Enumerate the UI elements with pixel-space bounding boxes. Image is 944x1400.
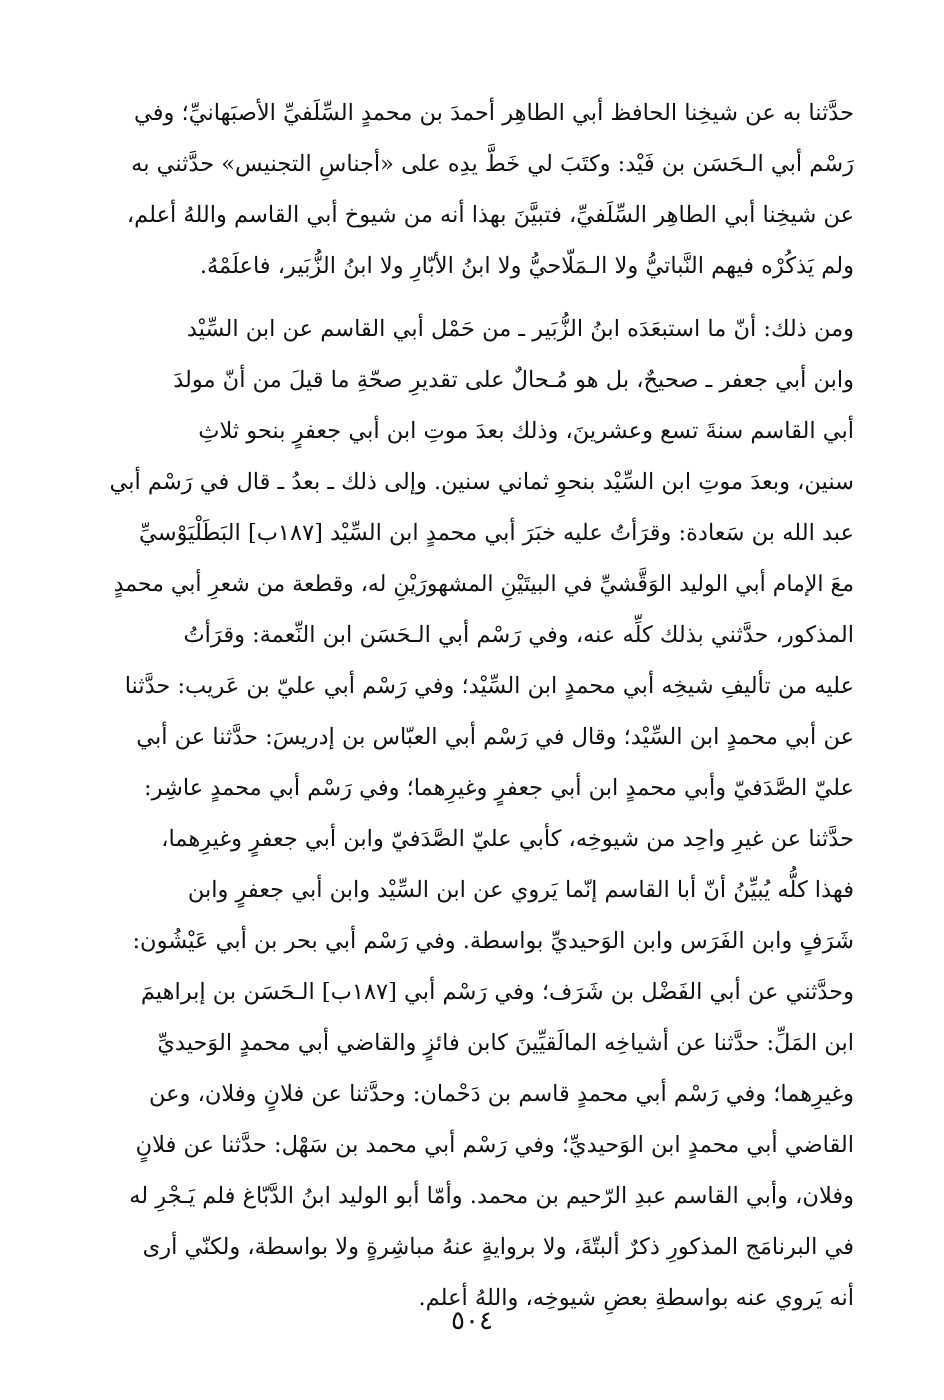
- text-line: عليه من تأليفِ شيخِه أبي محمدٍ ابن السِّيْد؛ وفي رَسْم أبي عليّ بن عَريب: حدَّثنا: [124, 673, 854, 699]
- text-line: وفلان، وأبي القاسم عبدِ الرّحيم بن محمد. وأمّا أبو الوليد ابنُ الدَّبّاغ فلم يَـجْرِ له: [129, 1183, 854, 1209]
- text-line: شَرَفٍ وابن الفَرَس وابن الوَحيديِّ بواسطة. وفي رَسْم أبي بحر بن أبي عَيْشُون:: [132, 928, 854, 954]
- text-line: في البرنامَج المذكورِ ذكرٌ ألبتّةَ، ولا بروايةٍ عنهُ مباشِرةٍ ولا بواسطة، ولكنّي أرى: [142, 1234, 854, 1260]
- paragraph-gap: [108, 292, 854, 304]
- text-line: ومن ذلك: أنّ ما استبعَدَه ابنُ الزُّبَير ـ من حَمْل أبي القاسم عن ابن السِّيْد: [186, 316, 854, 342]
- page-number: ٥٠٤: [451, 1306, 493, 1336]
- text-line: عن أبي محمدٍ ابن السِّيْد؛ وقال في رَسْم أبي العبّاس بن إدريسَ: حدَّثنا عن أبي: [136, 724, 854, 750]
- text-line: فهذا كلُّه يُبيِّنُ أنّ أبا القاسم إنّما يَروي عن ابن السِّيْد وابن أبي جعفرٍ وابن: [187, 877, 854, 903]
- text-line: وحدَّثني عن أبي الفَضْل بن شَرَف؛ وفي رَسْم أبي [١٨٧ب] الـحَسَن بن إبراهيمَ: [140, 979, 854, 1005]
- text-line: أبي القاسم سنةَ تسع وعشرينَ، وذلك بعدَ موتِ ابن أبي جعفرٍ بنحو ثلاثِ: [198, 418, 854, 444]
- text-line: رَسْم أبي الـحَسَن بن فَيْد: وكتَبَ لي خَطَّ يدِه على «أجناسِ التجنيس» حدَّثني به: [131, 151, 854, 177]
- text-line: عليّ الصَّدَفيّ وأبي محمدٍ ابن أبي جعفرٍ وغيرِهما؛ وفي رَسْم أبي محمدٍ عاشِر:: [144, 775, 854, 801]
- paragraph-1: [108, 88, 854, 292]
- text-line: وابن أبي جعفر ـ صحيحٌ، بل هو مُـحالٌ على تقديرِ صحّةِ ما قيلَ من أنّ مولدَ: [173, 367, 854, 393]
- text-line: ابن المَلِّ: حدَّثنا عن أشياخِه المالَقيِّينَ كابن فائزٍ والقاضي أبي محمدٍ الوَحيديِّ: [157, 1030, 854, 1056]
- paragraph-2: [108, 304, 854, 1324]
- text-line: عن شيخِنا أبي الطاهِر السِّلَفيِّ، فتبيَّنَ بهذا أنه من شيوخ أبي القاسم واللهُ أعلم،: [126, 202, 854, 228]
- text-line: ولم يَذكُرْه فيهم النَّباتيُّ ولا الـمَلّاحيُّ ولا ابنُ الأبّارِ ولا ابنُ الزُّبَير، فاعلَمْهُ.: [199, 253, 854, 279]
- text-line: عبد الله بن سَعادة: وقرَأتُ عليه خبَرَ أبي محمدٍ ابن السِّيْد [١٨٧ب] البَطَلْيَوْسيِّ: [138, 520, 854, 546]
- text-line: سنين، وبعدَ موتِ ابن السِّيْد بنحوِ ثماني سنين. وإلى ذلك ـ بعدُ ـ قال في رَسْم أبي: [109, 469, 854, 495]
- body-text: [108, 88, 854, 1324]
- text-line: حدَّثنا عن غيرِ واحِد من شيوخِه، كأبي عليّ الصَّدَفيّ وابن أبي جعفرٍ وغيرِهما،: [161, 826, 854, 852]
- text-line: المذكور، حدَّثني بذلك كلِّه عنه، وفي رَسْم أبي الـحَسَن ابن النِّعمة: وقرَأتُ: [183, 622, 854, 648]
- text-line: أنه يَروي عنه بواسطةِ بعضِ شيوخِه، واللهُ أعلم.: [418, 1285, 854, 1311]
- text-line: وغيرِهما؛ وفي رَسْم أبي محمدٍ قاسم بن دَحْمان: وحدَّثنا عن فلانٍ وفلان، وعن: [149, 1081, 854, 1107]
- text-line: القاضي أبي محمدٍ ابن الوَحيديِّ؛ وفي رَسْم أبي محمد بن سَهْل: حدَّثنا عن فلانٍ: [135, 1132, 854, 1158]
- text-line: معَ الإمام أبي الوليد الوَقَّشيِّ في البيتَيْنِ المشهورَيْنِ له، وقطعة من شعرِ أبي محمدٍ: [113, 572, 854, 597]
- text-line: حدَّثنا به عن شيخِنا الحافظ أبي الطاهِر أحمدَ بن محمدٍ السِّلَفيِّ الأصبَهانيِّ؛ وفي: [134, 100, 854, 126]
